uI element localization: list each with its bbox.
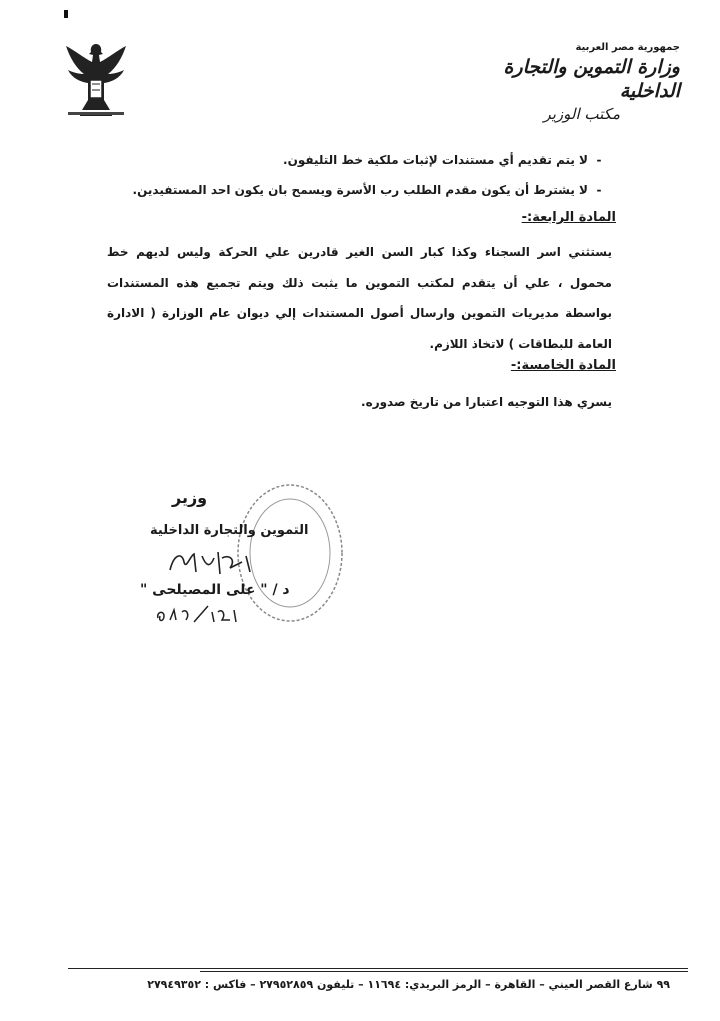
corner-mark <box>64 10 68 18</box>
handwritten-date-icon <box>152 604 242 626</box>
country-name: جمهورية مصر العربية <box>575 42 680 53</box>
bullet-dash: - <box>596 153 602 167</box>
bullet-dash: - <box>596 183 602 197</box>
eagle-emblem-icon <box>62 40 130 120</box>
bullet-text: لا يتم تقديم أي مستندات لإثبات ملكية خط التليفون. <box>283 153 588 167</box>
bullet-item <box>283 153 610 167</box>
ministry-name: وزارة التموين والتجارة الداخلية <box>503 56 680 102</box>
article4-text: يستثني اسر السجناء وكذا كبار السن الغير قادرين علي الحركة وليس لديهم خط محمول ، علي أن يتقدم لمكتب التموين ما يثبت ذلك ويتم تجميع هذه المستندات بواسطة مديريات التموين وارسال أصول المستندات إلي ديوان عام الوزارة ( الادارة العامة للبطاقات ) لاتخاذ اللازم. <box>107 245 612 351</box>
signature-title: وزير <box>172 488 208 507</box>
signatory-name: د / " على المصيلحى " <box>140 582 290 598</box>
office-name: مكتب الوزير <box>543 105 620 123</box>
article5-text: يسري هذا التوجيه اعتبارا من تاريخ صدوره. <box>361 395 612 409</box>
signature-ministry: التموين والتجارة الداخلية <box>150 523 309 538</box>
letterhead <box>480 42 680 125</box>
footer-divider <box>68 968 688 969</box>
footer-divider-secondary <box>200 971 688 972</box>
bullet-text: لا يشترط أن يكون مقدم الطلب رب الأسرة ويسمح بان يكون احد المستفيدين. <box>132 183 588 197</box>
handwritten-signature-icon <box>160 548 270 578</box>
article5-heading: المادة الخامسة:- <box>510 358 616 373</box>
bullet-item <box>133 183 610 197</box>
article4-heading: المادة الرابعة:- <box>521 210 616 225</box>
emblem-caption-bar <box>68 112 124 115</box>
footer-address: ٩٩ شارع القصر العيني – القاهرة – الرمز البريدي: ١١٦٩٤ – تليفون ٢٧٩٥٢٨٥٩ – فاكس : ٢٧٩٤٩٣٥٢ <box>147 978 670 991</box>
